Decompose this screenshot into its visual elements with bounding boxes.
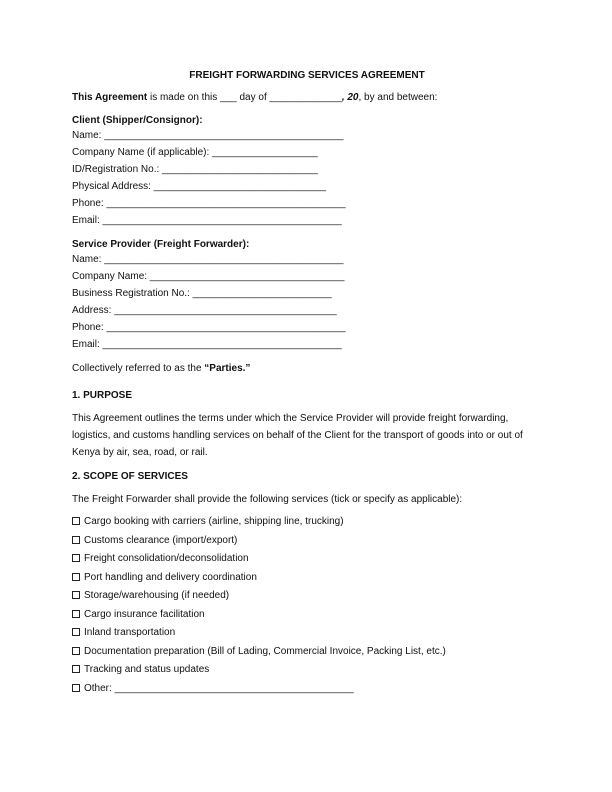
service-label: Storage/warehousing (if needed) [84,590,230,601]
collective-text: Collectively referred to as the [72,363,205,374]
client-heading: Client (Shipper/Consignor): [72,115,203,126]
checkbox-icon[interactable] [72,591,80,599]
checkbox-icon[interactable] [72,536,80,544]
collective-line [72,363,542,380]
scope-intro: The Freight Forwarder shall provide the following services (tick or specify as applicable): [72,494,463,505]
service-label: Tracking and status updates [84,664,210,675]
intro-year: , 20 [341,92,359,103]
provider-heading: Service Provider (Freight Forwarder): [72,239,250,250]
service-label: Port handling and delivery coordination [84,571,257,583]
provider-registration-field[interactable]: Business Registration No.: _________________________ [72,288,332,299]
checkbox-icon[interactable] [72,554,80,562]
service-item[interactable] [72,609,542,628]
client-phone-field[interactable]: Phone: ___________________________________________ [72,198,346,209]
service-label: Freight consolidation/deconsolidation [84,553,249,564]
client-id-field[interactable]: ID/Registration No.: ____________________________ [72,164,318,175]
client-email-field[interactable]: Email: ___________________________________________ [72,215,342,226]
service-item[interactable] [72,664,542,683]
client-address-field[interactable]: Physical Address: _______________________________ [72,181,327,192]
intro-text-2: , by and between: [358,92,438,103]
services-checklist [72,516,542,701]
purpose-heading: 1. PURPOSE [72,390,133,401]
checkbox-icon[interactable] [72,573,80,581]
checkbox-icon[interactable] [72,684,80,692]
service-label: Cargo insurance facilitation [84,608,205,620]
checkbox-icon[interactable] [72,647,80,655]
checkbox-icon[interactable] [72,665,80,673]
purpose-body: This Agreement outlines the terms under which the Service Provider will provide freight forwarding, logistics, and customs handling services on behalf of the Client for the transport of goods into or out of Kenya by air, sea, road, or rail. [72,413,523,458]
client-name-field[interactable]: Name: ___________________________________________ [72,130,344,141]
provider-name-field[interactable]: Name: ___________________________________________ [72,254,344,265]
client-company-field[interactable]: Company Name (if applicable): ___________________ [72,147,318,158]
provider-address-field[interactable]: Address: ________________________________________ [72,305,337,316]
intro-line [72,92,542,104]
service-item[interactable] [72,627,542,646]
provider-company-field[interactable]: Company Name: ___________________________________ [72,271,345,282]
document-title: FREIGHT FORWARDING SERVICES AGREEMENT [189,70,425,81]
intro-text-1: is made on this ___ day of _____________ [147,92,342,103]
provider-email-field[interactable]: Email: ___________________________________________ [72,339,342,350]
service-label: Other: ___________________________________________ [84,682,354,694]
checkbox-icon[interactable] [72,517,80,525]
provider-phone-field[interactable]: Phone: ___________________________________________ [72,322,346,333]
service-label: Documentation preparation (Bill of Lading, Commercial Invoice, Packing List, etc.) [84,645,446,657]
agreement-page [72,70,542,701]
service-item[interactable] [72,535,542,554]
service-item[interactable] [72,646,542,665]
service-label: Cargo booking with carriers (airline, shipping line, trucking) [84,516,344,527]
service-item[interactable] [72,553,542,572]
service-label: Customs clearance (import/export) [84,534,238,546]
parties-term: “Parties.” [204,363,251,374]
service-label: Inland transportation [84,627,176,638]
checkbox-icon[interactable] [72,610,80,618]
intro-lead: This Agreement [72,92,148,103]
scope-heading: 2. SCOPE OF SERVICES [72,471,188,482]
service-item[interactable] [72,516,542,535]
checkbox-icon[interactable] [72,628,80,636]
service-item-other[interactable] [72,683,542,702]
service-item[interactable] [72,590,542,609]
service-item[interactable] [72,572,542,591]
